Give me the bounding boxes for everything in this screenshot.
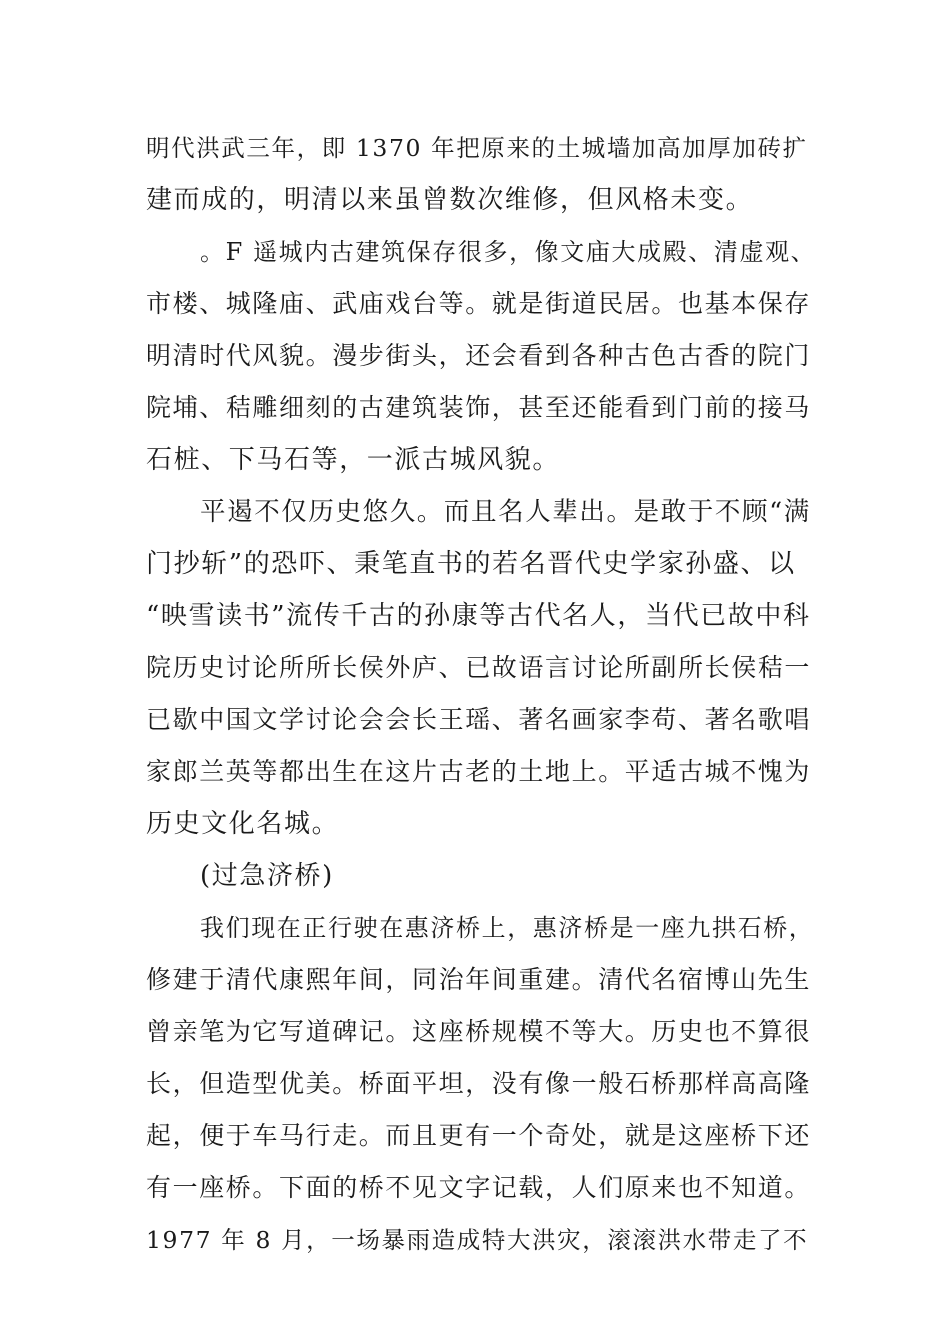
text-line: 曾亲笔为它写道碑记。这座桥规模不等大。历史也不算很 xyxy=(146,1017,812,1046)
paragraph-start-line: 我们现在正行驶在惠济桥上，惠济桥是一座九拱石桥， xyxy=(200,914,815,942)
text-line: 院历史讨论所所长侯外庐、已故语言讨论所副所长侯秸一 xyxy=(146,653,812,682)
section-heading: (过急济桥) xyxy=(200,861,334,891)
text-line: 明代洪武三年，即 1370 年把原来的土城墙加高加厚加砖扩 xyxy=(146,134,808,162)
text-line: “映雪读书”流传千古的孙康等古代名人，当代已故中科 xyxy=(146,601,811,631)
text-line: 起，便于车马行走。而且更有一个奇处，就是这座桥下还 xyxy=(146,1121,812,1150)
text-line: 已歇中国文学讨论会会长王瑶、著名画家李苟、著名歌唱 xyxy=(146,705,812,734)
document-body xyxy=(146,122,816,1266)
paragraph-start-line: 。F 遥城内古建筑保存很多，像文庙大成殿、清虚观、 xyxy=(200,238,817,266)
text-line: 历史文化名城。 xyxy=(146,809,340,839)
text-line: 长，但造型优美。桥面平坦，没有像一般石桥那样高高隆 xyxy=(146,1069,812,1098)
text-line: 有一座桥。下面的桥不见文字记载，人们原来也不知道。 xyxy=(146,1173,812,1202)
text-line: 院埔、秸雕细刻的古建筑装饰，甚至还能看到门前的接马 xyxy=(146,393,812,422)
text-line: 建而成的，明清以来虽曾数次维修，但风格未变。 xyxy=(146,185,754,215)
text-line: 门抄斩”的恐吓、秉笔直书的若名晋代史学家孙盛、以 xyxy=(146,549,796,579)
text-line: 1977 年 8 月，一场暴雨造成特大洪灾，滚滚洪水带走了不 xyxy=(146,1226,809,1254)
text-line: 明清时代风貌。漫步街头，还会看到各种古色古香的院门 xyxy=(146,341,812,370)
text-line: 家郎兰英等都出生在这片古老的土地上。平适古城不愧为 xyxy=(146,757,812,786)
text-line: 石桩、下马石等，一派古城风貌。 xyxy=(146,445,561,475)
paragraph-start-line: 平遏不仅历史悠久。而且名人辈出。是敢于不顾“满 xyxy=(200,497,811,527)
text-line: 修建于清代康熙年间，同治年间重建。清代名宿博山先生 xyxy=(146,965,812,994)
text-line: 市楼、城隆庙、武庙戏台等。就是街道民居。也基本保存 xyxy=(146,289,812,318)
